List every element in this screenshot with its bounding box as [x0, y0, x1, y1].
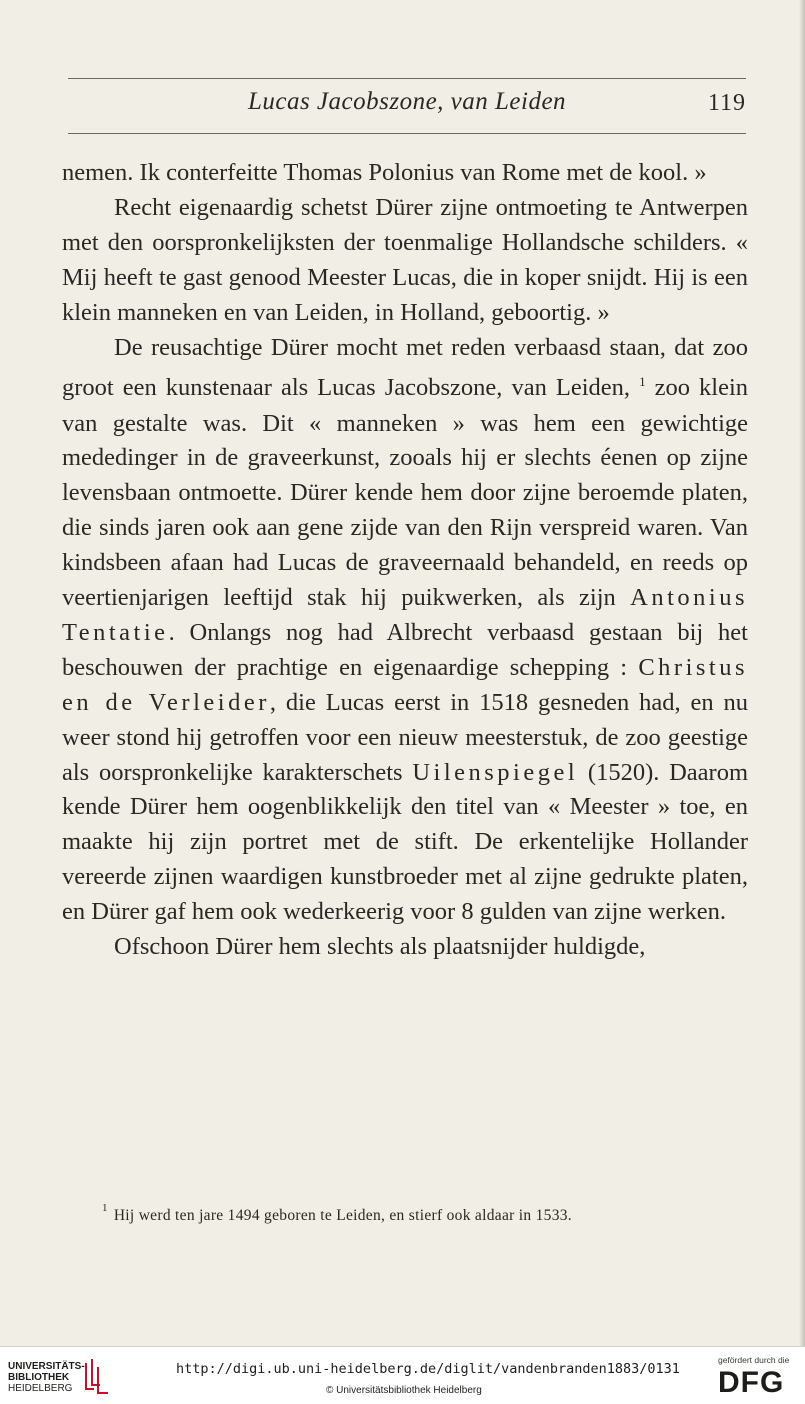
- funding-label: gefördert durch die: [718, 1355, 790, 1365]
- footnote-marker: 1: [102, 1202, 108, 1214]
- footnote: [102, 1202, 752, 1225]
- library-line-3: HEIDELBERG: [8, 1383, 73, 1394]
- footnote-reference[interactable]: 1: [639, 374, 646, 390]
- paragraph-3-text-1: De reusachtige Dürer mocht met reden verbaasd staan, dat zoo groot een kunstenaar als Lucas Jacobszone, van Leiden,: [62, 333, 748, 402]
- paragraph-3-text-3: . Onlangs nog had Albrecht verbaasd gestaan bij het beschouwen der prachtige en eigenaardige schepping :: [62, 618, 748, 681]
- artwork-title-antonius: Antonius Tentatie: [62, 584, 749, 646]
- paragraph-3-text-4: , die Lucas eerst in 1518 gesneden had, en nu weer stond hij getroffen voor een nieuw meesterstuk, de zoo geestige als oorspronkelijke karakterschets: [62, 688, 748, 786]
- permalink-url[interactable]: http://digi.ub.uni-heidelberg.de/diglit/vandenbranden1883/0131: [176, 1361, 680, 1377]
- body-text: [62, 156, 748, 965]
- paragraph-1: nemen. Ik conterfeitte Thomas Polonius van Rome met de kool. »: [62, 159, 707, 186]
- artwork-title-uilenspiegel: Uilenspiegel: [412, 758, 579, 786]
- paragraph-4: Ofschoon Dürer hem slechts als plaatsnijder huldigde,: [114, 933, 646, 961]
- page-edge-shadow: [799, 0, 805, 1346]
- copyright-notice: © Universitätsbibliothek Heidelberg: [326, 1385, 482, 1396]
- library-logo-text[interactable]: [8, 1361, 85, 1394]
- footnote-text: Hij werd ten jare 1494 geboren te Leiden, en stierf ook aldaar in 1533.: [113, 1207, 572, 1225]
- paragraph-3-text-5: (1520). Daarom kende Dürer hem oogenblikkelijk den titel van « Meester » toe, en maakte hij zijn portret met de stift. De erkentelijke Hollander vereerde zijnen waardigen kunstbroeder met al zijne gedrukte platen, en Dürer gaf hem ook wederkeerig voor 8 gulden van zijne werken.: [62, 758, 749, 926]
- paragraph-3-text-2: zoo klein van gestalte was. Dit « manneken » was hem een gewichtige mededinger in de graveerkunst, zooals hij er slechts éenen op zijne levensbaan ontmoette. Dürer kende hem door zijne beroemde platen, die sinds jaren ook aan gene zijde van den Rijn verspreid waren. Van kindsbeen afaan had Lucas de graveernaald behandeld, en reeds op veertienjarigen leeftijd stak hij puikwerken, als zijn: [62, 374, 749, 612]
- paragraph-3: [62, 331, 748, 931]
- running-head: [68, 88, 746, 122]
- library-line-1: UNIVERSITÄTS-: [8, 1361, 85, 1372]
- library-logo-icon[interactable]: [82, 1355, 112, 1397]
- footer-bar: [0, 1346, 805, 1404]
- dfg-logo[interactable]: DFG: [718, 1366, 785, 1399]
- artwork-title-christus: Christus en de Verleider: [62, 653, 748, 716]
- page-number: 119: [707, 90, 746, 116]
- header-rule-top: [68, 78, 746, 79]
- running-title: Lucas Jacobszone, van Leiden: [247, 88, 567, 115]
- header-rule-bottom: [68, 133, 746, 134]
- library-line-2: BIBLIOTHEK: [8, 1372, 70, 1383]
- paragraph-2: Recht eigenaardig schetst Dürer zijne ontmoeting te Antwerpen met den oorspronkelijksten der toenmalige Hollandsche schilders. « Mij heeft te gast genood Meester Lucas, die in koper snijdt. Hij is een klein manneken en van Leiden, in Holland, geboortig. »: [62, 193, 748, 326]
